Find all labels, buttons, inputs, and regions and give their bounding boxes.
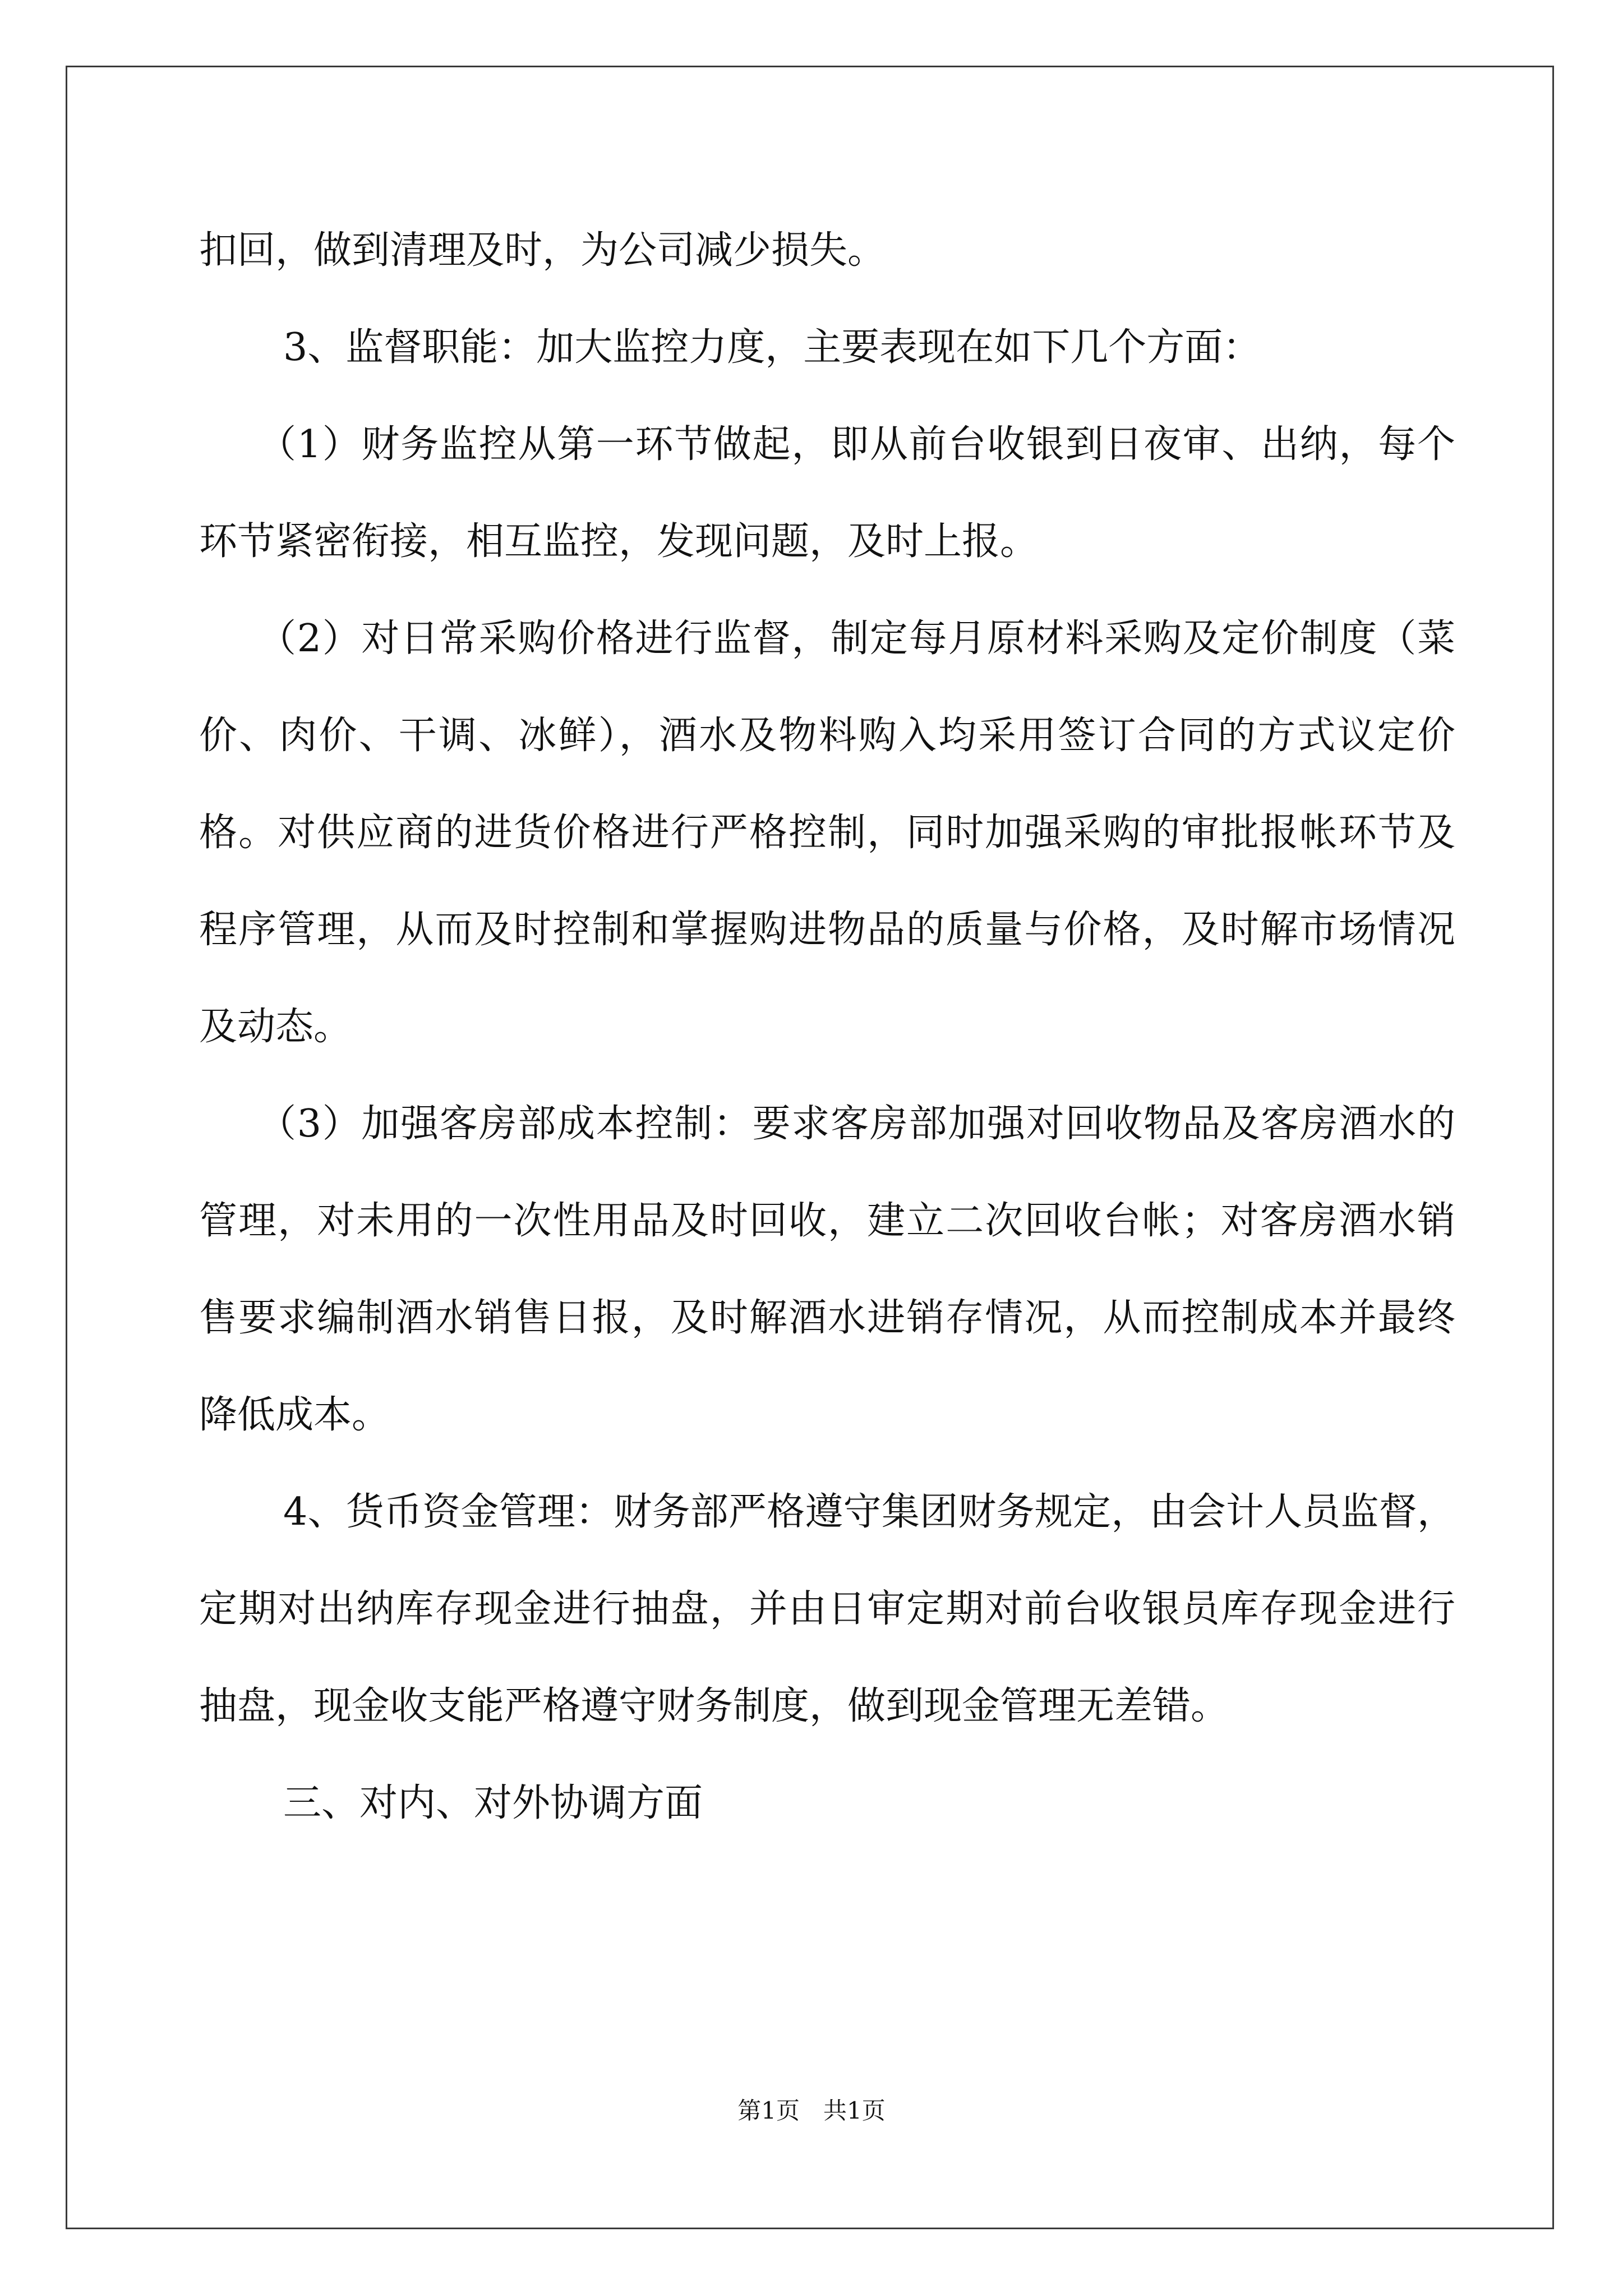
page-footer: 第1页 共1页 <box>737 2097 886 2124</box>
paragraph-financial-monitoring: （1）财务监控从第一环节做起，即从前台收银到日夜审、出纳，每个环节紧密衔接，相互监控，发现问题，及时上报。 <box>199 422 1455 564</box>
paragraph-purchase-price-supervision: （2）对日常采购价格进行监督，制定每月原材料采购及定价制度（菜价、肉价、干调、冰鲜），酒水及物料购入均采用签订合同的方式议定价格。对供应商的进货价格进行严格控制，同时加强采购的审批报帐环节及程序管理，从而及时控制和掌握购进物品的质量与价格，及时解市场情况及动态。 <box>199 616 1455 1049</box>
document-body <box>199 202 1455 1852</box>
paragraph-room-cost-control: （3）加强客房部成本控制：要求客房部加强对回收物品及客房酒水的管理，对未用的一次性用品及时回收，建立二次回收台帐；对客房酒水销售要求编制酒水销售日报，及时解酒水进销存情况，从而控制成本并最终降低成本。 <box>199 1102 1455 1437</box>
section-heading-coordination: 三、对内、对外协调方面 <box>283 1781 703 1825</box>
paragraph-supervision-function: 3、监督职能：加大监控力度，主要表现在如下几个方面： <box>283 325 1261 370</box>
paragraph-cash-management: 4、货币资金管理：财务部严格遵守集团财务规定，由会计人员监督，定期对出纳库存现金进行抽盘，并由日审定期对前台收银员库存现金进行抽盘，现金收支能严格遵守财务制度，做到现金管理无差错。 <box>199 1490 1455 1728</box>
paragraph-continuation: 扣回，做到清理及时，为公司减少损失。 <box>199 228 886 273</box>
